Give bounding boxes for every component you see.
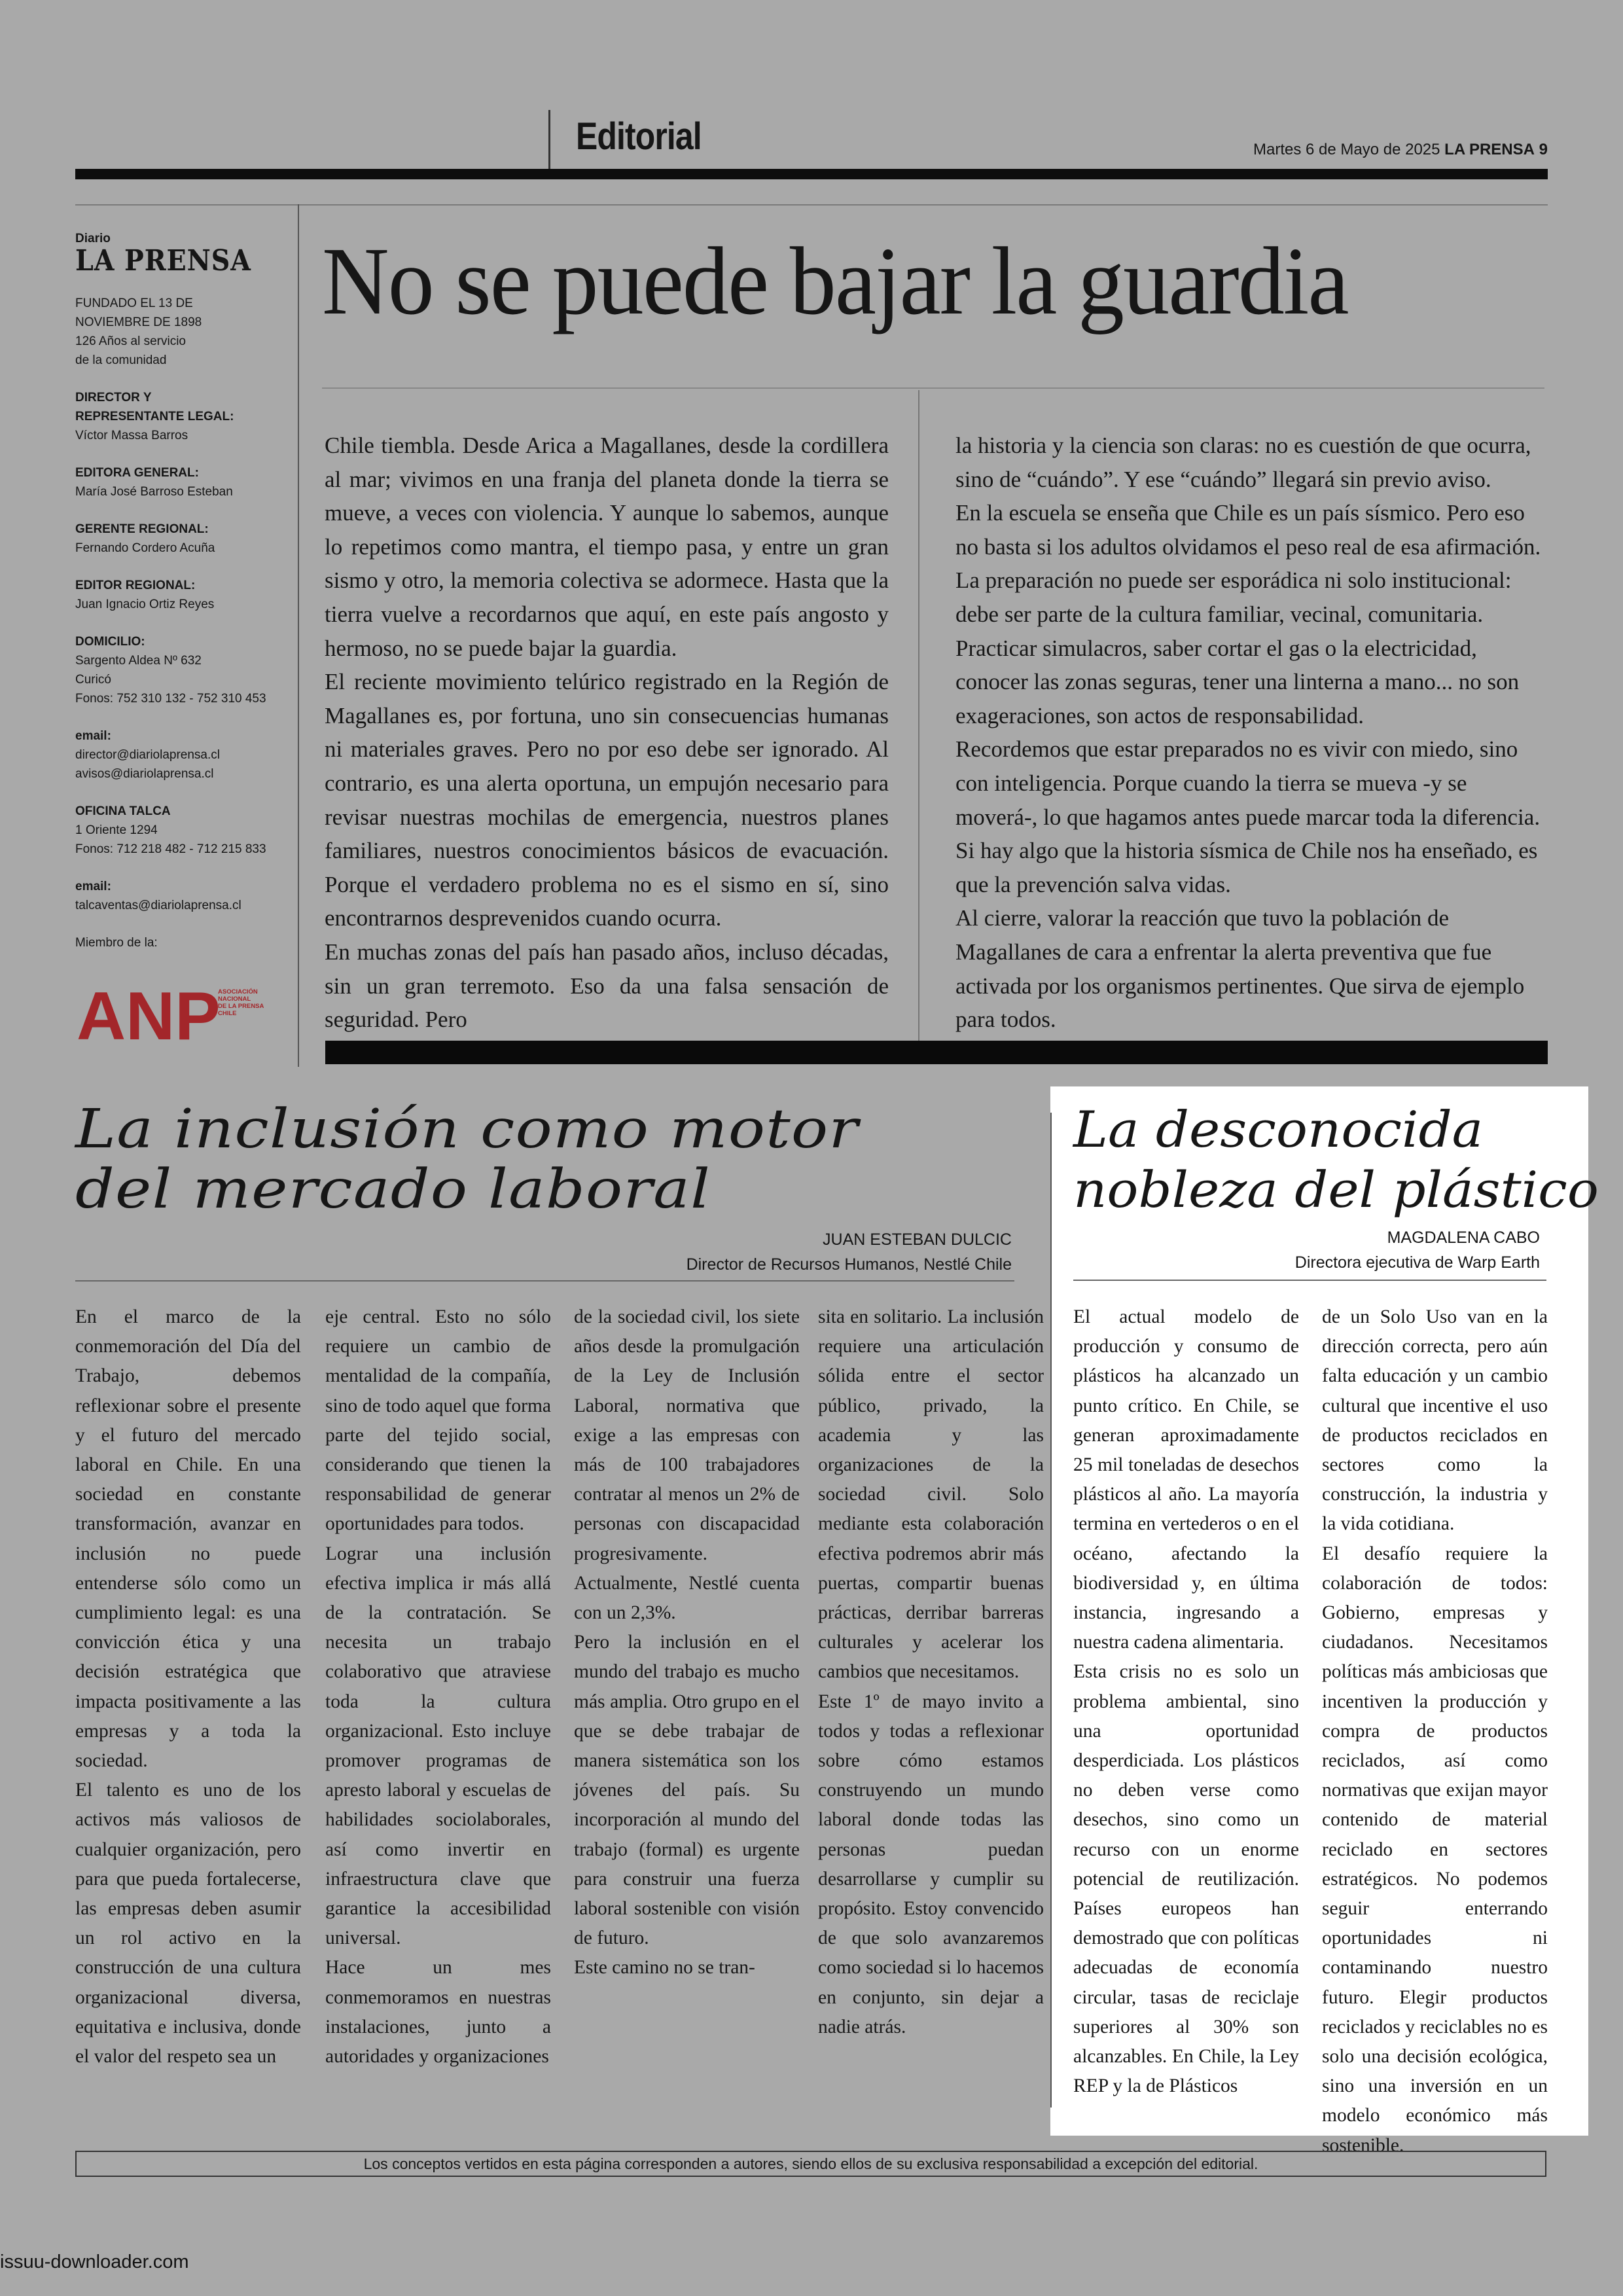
email-link[interactable]: talcaventas@diariolaprensa.cl	[75, 899, 241, 912]
anp-logo-sub: NACIONAL	[218, 996, 251, 1003]
paragraph: El desafío requiere la colaboración de todos: Gobierno, empresas y ciudadanos. Necesitamos políticas más ambiciosas que incentiven la producción y compra de productos reciclados, así como normativas que exijan mayor contenido de material reciclado en sectores estratégicos. No podemos seguir enterrando oportunidades ni contaminando nuestro futuro. Elegir productos reciclados y reciclables no es solo una decisión ecológica, sino una inversión en un modelo económico más sostenible.	[1322, 1543, 1548, 2156]
masthead-domicilio	[75, 632, 291, 708]
author-name: MAGDALENA CABO	[1387, 1229, 1540, 1247]
editorial-column-2	[955, 429, 1548, 1037]
article2-byline	[1295, 1225, 1540, 1275]
paragraph: Hace un mes conmemoramos en nuestras instalaciones, junto a autoridades y organizaciones	[325, 1957, 551, 2068]
domicilio-label: DOMICILIO:	[75, 635, 145, 649]
paragraph: Lograr una inclusión efectiva implica ir más allá de la contratación. Se necesita un trabajo colaborativo que atraviese toda la cultura organizacional. Esto incluye promover programas de apresto laboral y escuelas de habilidades sociolaborales, así como invertir en infraestructura clave que garantice la accesibilidad universal.	[325, 1543, 551, 1949]
editor-name: Juan Ignacio Ortiz Reyes	[75, 598, 215, 611]
email-link[interactable]: avisos@diariolaprensa.cl	[75, 767, 214, 781]
paragraph: Este 1º de mayo invito a todos y todas a reflexionar sobre cómo estamos construyendo un mundo laboral donde todas las personas puedan desarrollarse y cumplir su propósito. Estoy convencido de que solo avanzaremos como sociedad si lo hacemos en conjunto, sin dejar a nadie atrás.	[818, 1691, 1044, 2037]
anp-logo-sub: DE LA PRENSA	[218, 1003, 264, 1010]
oficina-line: 1 Oriente 1294	[75, 823, 158, 837]
article1-byline-rule	[75, 1280, 1014, 1282]
anp-logo-text: ANP	[77, 978, 221, 1047]
paragraph: Recordemos que estar preparados no es vivir con miedo, sino con inteligencia. Porque cuando la tierra se mueva -y se moverá-, lo que hagamos antes puede marcar toda la diferencia. Si hay algo que la historia sísmica de Chile nos ha enseñado, es que la prevención salva vidas.	[955, 736, 1541, 897]
paragraph: Esta crisis no es solo un problema ambiental, sino una oportunidad desperdiciada. Los plásticos no deben verse como desechos, sino como un recurso con un enorme potencial de reutilización. Países europeos han demostrado que con políticas adecuadas de economía circular, tasas de reciclaje superiores al 30% son alcanzables. En Chile, la Ley REP y la de Plásticos	[1073, 1661, 1299, 2097]
oficina-line: Fonos: 712 218 482 - 712 215 833	[75, 842, 266, 856]
disclaimer: Los conceptos vertidos en esta página corresponden a autores, siendo ellos de su exclusiva responsabilidad a excepción del editorial.	[75, 2151, 1546, 2177]
editorial-title-rule	[322, 387, 1544, 389]
paragraph: En muchas zonas del país han pasado años, incluso décadas, sin un gran terremoto. Eso da una falsa sensación de seguridad. Pero	[325, 939, 889, 1033]
oficina-label: OFICINA TALCA	[75, 804, 171, 818]
paragraph: sita en solitario. La inclusión requiere una articulación sólida entre el sector público, privado, la academia y las organizaciones de la sociedad civil. Solo mediante esta colaboración efectiva podremos abrir más puertas, compartir buenas prácticas, derribar barreras culturales y acelerar los cambios que necesitamos.	[818, 1306, 1044, 1683]
title-line: nobleza del plástico	[1073, 1160, 1599, 1219]
editora-label: EDITORA GENERAL:	[75, 466, 199, 480]
paragraph: El reciente movimiento telúrico registrado en la Región de Magallanes es, por fortuna, uno sin consecuencias humanas ni materiales graves. Pero no por eso debe ser ignorado. Al contrario, es una alerta oportuna, un empujón necesario para revisar nuestras mochilas de emergencia, nuestros planes familiares, nuestros conocimientos básicos de evacuación. Porque el verdadero problema no es el sismo en sí, sino encontrarnos desprevenidos cuando ocurra.	[325, 669, 889, 931]
paragraph: la historia y la ciencia son claras: no es cuestión de que ocurra, sino de “cuándo”. Y ese “cuándo” llegará sin previo aviso.	[955, 433, 1531, 492]
paragraph: Pero la inclusión en el mundo del trabajo es mucho más amplia. Otro grupo en el que se debe trabajar de manera sistemática son los jóvenes del país. Su incorporación al mundo del trabajo (formal) es urgente para construir una fuerza laboral sostenible con visión de futuro.	[574, 1632, 800, 1949]
gerente-name: Fernando Cordero Acuña	[75, 541, 215, 555]
paragraph: de un Solo Uso van en la dirección correcta, pero aún falta educación y un cambio cultural que incentive el uso de productos reciclados en sectores como la construcción, la industria y la vida cotidiana.	[1322, 1306, 1548, 1535]
article1-title	[75, 1100, 1157, 1220]
date: Martes 6 de Mayo de 2025	[1253, 141, 1440, 158]
domicilio-line: Curicó	[75, 673, 111, 687]
paragraph: de la sociedad civil, los siete años desde la promulgación de la Ley de Inclusión Laboral, normativa que exige a las empresas con más de 100 trabajadores contratar al menos un 2% de personas con discapacidad progresivamente. Actualmente, Nestlé cuenta con un 2,3%.	[574, 1306, 800, 1624]
watermark: issuu-downloader.com	[0, 2251, 189, 2272]
director-name: Víctor Massa Barros	[75, 429, 188, 442]
email-label: email:	[75, 880, 111, 893]
article2-column-1	[1073, 1302, 1299, 2101]
email-label: email:	[75, 729, 111, 743]
header-rule	[75, 204, 1548, 206]
founded-line: NOVIEMBRE DE 1898	[75, 315, 202, 329]
article-divider	[1050, 1113, 1052, 2108]
section-title: Editorial	[576, 115, 702, 158]
page-number: 9	[1539, 141, 1548, 158]
domicilio-line: Sargento Aldea Nº 632	[75, 654, 202, 668]
paper-name: LA PRENSA	[1444, 141, 1535, 158]
editorial-bottom-bar	[325, 1041, 1548, 1064]
masthead-director	[75, 388, 291, 445]
section-divider	[548, 110, 550, 170]
anp-logo-sub: ASOCIACIÓN	[218, 988, 258, 996]
article1-column-2	[325, 1302, 551, 2072]
article1-column-4	[818, 1302, 1044, 2042]
editorial-column-divider	[918, 390, 919, 1041]
masthead-brand: LA PRENSA	[75, 244, 251, 278]
founded-line: FUNDADO EL 13 DE	[75, 296, 193, 310]
founded-line: de la comunidad	[75, 353, 167, 367]
masthead-email	[75, 726, 291, 783]
paragraph: Chile tiembla. Desde Arica a Magallanes, desde la cordillera al mar; vivimos en una franja del planeta donde la tierra se mueve, a veces con violencia. Y aunque lo sabemos, aunque lo repetimos como mantra, el tiempo pasa, y entre un gran sismo y otro, la memoria colectiva se adormece. Hasta que la tierra vuelve a recordarnos que aquí, en este país angosto y hermoso, no se puede bajar la guardia.	[325, 433, 889, 661]
member-label: Miembro de la:	[75, 936, 158, 950]
article2-byline-rule	[1073, 1280, 1546, 1281]
email-link[interactable]: director@diariolaprensa.cl	[75, 748, 220, 762]
author-role: Directora ejecutiva de Warp Earth	[1294, 1253, 1540, 1272]
editorial-title: No se puede bajar la guardia	[322, 228, 1348, 335]
title-line: La inclusión como motor	[75, 1098, 859, 1160]
masthead-divider	[298, 204, 299, 1067]
page-dateline	[1253, 141, 1548, 159]
article2-title	[1073, 1100, 1599, 1220]
paragraph: En la escuela se enseña que Chile es un país sísmico. Pero eso no basta si los adultos olvidamos el peso real de esa afirmación. La preparación no puede ser esporádica ni solo institucional: debe ser parte de la cultura familiar, vecinal, comunitaria. Practicar simulacros, saber cortar el gas o la electricidad, conocer las zonas seguras, tener una linterna a mano... no son exageraciones, son actos de responsabilidad.	[955, 500, 1541, 728]
masthead-editor	[75, 576, 291, 614]
article2-column-2	[1322, 1302, 1548, 2161]
title-line: La desconocida	[1073, 1100, 1484, 1158]
header-bar	[75, 169, 1548, 179]
anp-logo-sub: CHILE	[218, 1010, 237, 1017]
masthead-founded	[75, 294, 291, 370]
paragraph: El talento es uno de los activos más valiosos de cualquier organización, pero para que pueda fortalecerse, las empresas deben asumir un rol activo en la construcción de una cultura organizacional diversa, equitativa e inclusiva, donde el valor del respeto sea un	[75, 1780, 301, 2068]
masthead-editora	[75, 463, 291, 501]
paragraph: Al cierre, valorar la reacción que tuvo la población de Magallanes de cara a enfrentar la alerta preventiva que fue activada por los organismos pertinentes. Que sirva de ejemplo para todos.	[955, 905, 1525, 1033]
author-role: Director de Recursos Humanos, Nestlé Chile	[686, 1255, 1012, 1274]
author-name: JUAN ESTEBAN DULCIC	[823, 1230, 1012, 1249]
paragraph: eje central. Esto no sólo requiere un cambio de mentalidad de la compañía, sino de todo aquel que forma parte del tejido social, considerando que tienen la responsabilidad de generar oportunidades para todos.	[325, 1306, 551, 1535]
director-label: DIRECTOR Y	[75, 391, 152, 404]
article1-column-1	[75, 1302, 301, 2072]
masthead-email2	[75, 877, 291, 915]
paragraph: Este camino no se tran-	[574, 1957, 755, 1979]
paragraph: El actual modelo de producción y consumo de plásticos ha alcanzado un punto crítico. En Chile, se generan aproximadamente 25 mil toneladas de desechos plásticos al año. La mayoría termina en vertederos o en el océano, afectando la biodiversidad y, en última instancia, ingresando a nuestra cadena alimentaria.	[1073, 1306, 1299, 1653]
masthead-oficina	[75, 802, 291, 859]
masthead	[75, 232, 291, 952]
gerente-label: GERENTE REGIONAL:	[75, 522, 209, 536]
title-line: del mercado laboral	[75, 1158, 711, 1221]
founded-line: 126 Años al servicio	[75, 334, 186, 348]
article1-column-3	[574, 1302, 800, 1983]
editora-name: María José Barroso Esteban	[75, 485, 233, 499]
editor-label: EDITOR REGIONAL:	[75, 579, 196, 592]
anp-logo	[75, 975, 278, 1047]
masthead-gerente	[75, 520, 291, 558]
domicilio-line: Fonos: 752 310 132 - 752 310 453	[75, 692, 266, 706]
article1-byline	[687, 1227, 1012, 1277]
paragraph: En el marco de la conmemoración del Día del Trabajo, debemos reflexionar sobre el presente y el futuro del mercado laboral en Chile. En una sociedad en constante transformación, avanzar en inclusión no puede entenderse sólo como un cumplimiento legal: es una convicción ética y una decisión estratégica que impacta positivamente a las empresas y a toda la sociedad.	[75, 1306, 301, 1772]
director-label: REPRESENTANTE LEGAL:	[75, 410, 234, 423]
masthead-brand-small: Diario	[75, 232, 111, 245]
editorial-column-1	[325, 429, 889, 1037]
